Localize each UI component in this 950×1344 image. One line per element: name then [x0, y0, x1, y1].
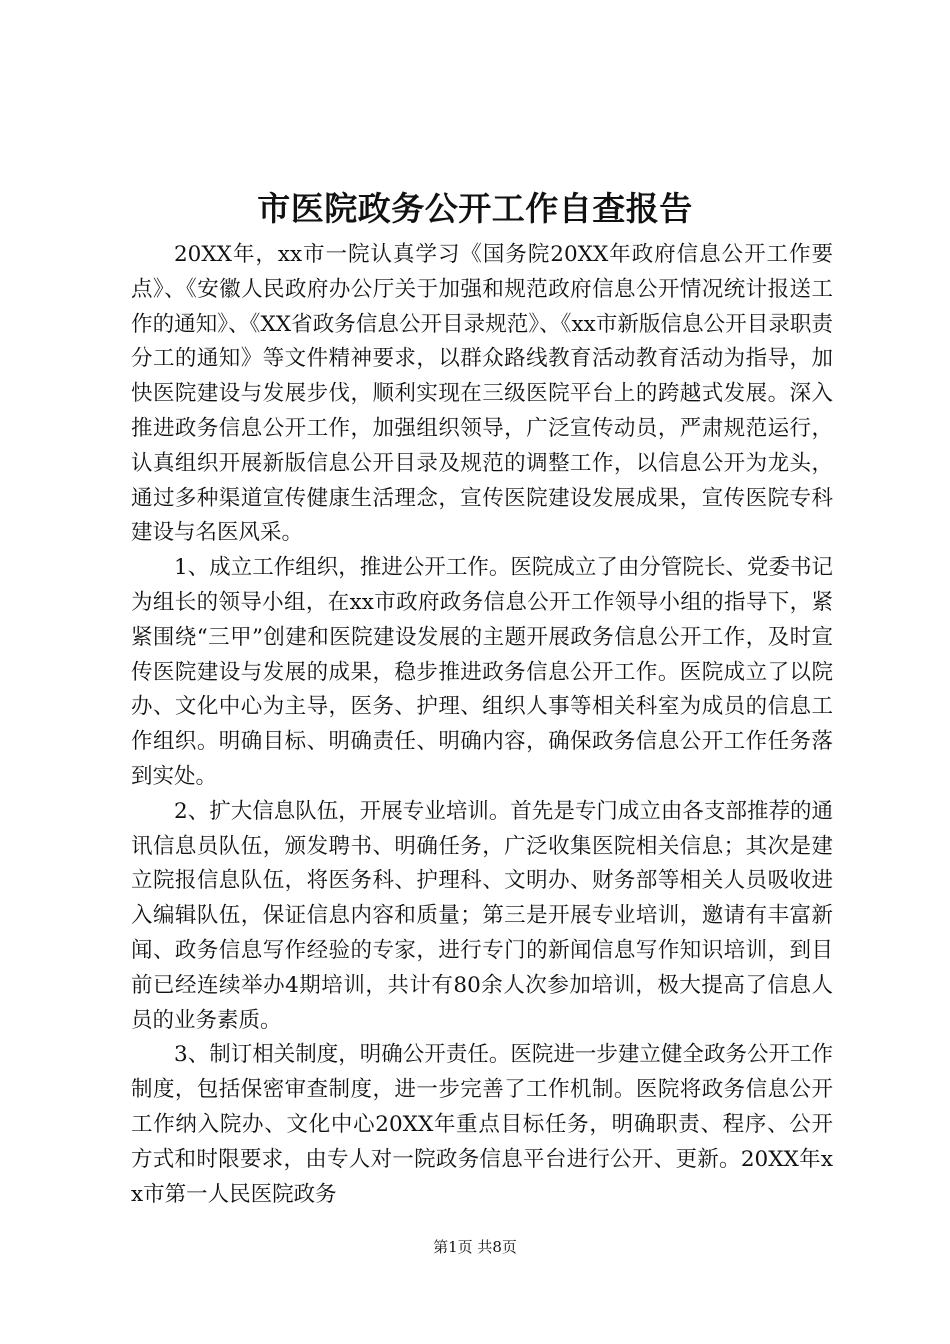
paragraph-section-1: 1、成立工作组织，推进公开工作。医院成立了由分管院长、党委书记为组长的领导小组，在xx市政府政务信息公开工作领导小组的指导下，紧紧围绕“三甲”创建和医院建设发展的主题开展政务信息公开工作，及时宣传医院建设与发展的成果，稳步推进政务信息公开工作。医院成立了以院办、文化中心为主导，医务、护理、组织人事等相关科室为成员的信息工作组织。明确目标、明确责任、明确内容，确保政务信息公开工作任务落到实处。	[131, 555, 833, 789]
paragraph-section-3: 3、制订相关制度，明确公开责任。医院进一步建立健全政务公开工作制度，包括保密审查制度，进一步完善了工作机制。医院将政务信息公开工作纳入院办、文化中心20XX年重点目标任务，明确职责、程序、公开方式和时限要求，由专人对一院政务信息平台进行公开、更新。20XX年xx市第一人民医院政务	[131, 1042, 833, 1207]
page-footer: 第1页 共8页	[433, 1238, 517, 1256]
document-body	[131, 238, 833, 1212]
document-title: 市医院政务公开工作自查报告	[257, 189, 693, 228]
paragraph-section-2: 2、扩大信息队伍，开展专业培训。首先是专门成立由各支部推荐的通讯信息员队伍，颁发聘书、明确任务，广泛收集医院相关信息；其次是建立院报信息队伍，将医务科、护理科、文明办、财务部等相关人员吸收进入编辑队伍，保证信息内容和质量；第三是开展专业培训，邀请有丰富新闻、政务信息写作经验的专家，进行专门的新闻信息写作知识培训，到目前已经连续举办4期培训，共计有80余人次参加培训，极大提高了信息人员的业务素质。	[131, 798, 833, 1033]
paragraph-intro: 20XX年，xx市一院认真学习《国务院20XX年政府信息公开工作要点》、《安徽人民政府办公厅关于加强和规范政府信息公开情况统计报送工作的通知》、《XX省政务信息公开目录规范》、《xx市新版信息公开目录职责分工的通知》等文件精神要求，以群众路线教育活动教育活动为指导，加快医院建设与发展步伐，顺利实现在三级医院平台上的跨越式发展。深入推进政务信息公开工作，加强组织领导，广泛宣传动员，严肃规范运行，认真组织开展新版信息公开目录及规范的调整工作，以信息公开为龙头，通过多种渠道宣传健康生活理念，宣传医院建设发展成果，宣传医院专科建设与名医风采。	[131, 242, 833, 546]
